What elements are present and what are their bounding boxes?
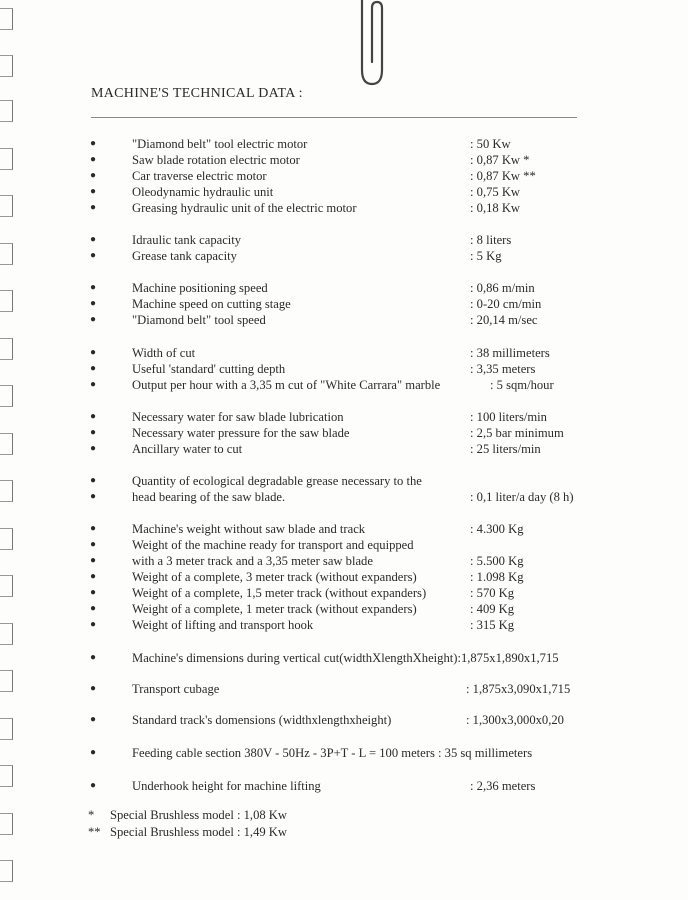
binding-mark <box>0 480 13 502</box>
footnote: ** Special Brushless model : 1,49 Kw <box>88 825 287 839</box>
scanned-page: MACHINE'S TECHNICAL DATA : ● "Diamond belt" tool electric motor : 50 Kw ● Saw blade rotation electric motor : 0,87 Kw * ● Car traverse electric motor : 0,87 Kw ** ● Oleodynamic hydraulic unit : 0,75 Kw ● Greasing hydraulic unit of the electric motor : 0,18 Kw ● Idraulic tank capacity : 8 liters ● Grease tank capacity : 5 Kg ● Machine positioning speed : 0,86 m/min ● Machine speed on cutting stage : 0-20 cm/min ● "Diamond belt" tool speed : 20,14 m/sec ● Width of cut : 38 millimeters ● Useful 'standard' cutting depth : 3,35 meters ● Output per hour with a 3,35 m cut of "White Carrara" marble : 5 sqm/hour ● Necessary water for saw blade lubrication : 100 liters/min ● Necessary water pressure for the saw blade : 2,5 bar minimum ● Ancillary water to cut : 25 liters/min ● Quantity of ecological degradable grease necessary to the ● head bearing of the saw blade. : 0,1 liter/a day (8 h) ● Machine's weight without saw blade and track : 4.300 Kg ● Weight of the machine ready for transport and equipped ● with a 3 meter track and a 3,35 meter saw blade : 5.500 Kg ● Weight of a complete, 3 meter track (without expanders) : 1.098 Kg ● Weight of a complete, 1,5 meter track (without expanders) : 570 Kg ● Weight of a complete, 1 meter track (without expanders) : 409 Kg ● Weight of lifting and transport hook : 315 Kg ● Machine's dimensions during vertical cut(widthXlengthXheight):1,875x1,890x1,715 ● Transport cubage : 1,875x3,090x1,715 ● Standard track's domensions (widthxlengthxheight) : 1,300x3,000x0,20 ● Feeding cable section 380V - 50Hz - 3P+T - L = 100 meters : 35 sq millimeters ● Underhook height for machine lifting : 2,36 meters * Special Brushless model : 1,08 Kw ** Special Brushless model : 1,49 Kw <box>0 0 688 900</box>
binding-mark <box>0 243 13 265</box>
binding-mark <box>0 528 13 550</box>
binding-mark <box>0 195 13 217</box>
binding-mark <box>0 813 13 835</box>
binding-mark <box>0 385 13 407</box>
binding-mark <box>0 8 13 30</box>
binding-mark <box>0 670 13 692</box>
binding-mark <box>0 55 13 77</box>
binding-mark <box>0 575 13 597</box>
paperclip-icon <box>352 0 392 90</box>
binding-mark <box>0 860 13 882</box>
title-divider <box>91 117 577 118</box>
footnote: * Special Brushless model : 1,08 Kw <box>88 808 287 822</box>
binding-mark <box>0 765 13 787</box>
binding-mark <box>0 100 13 122</box>
binding-mark <box>0 290 13 312</box>
binding-mark <box>0 623 13 645</box>
binding-mark <box>0 338 13 360</box>
binding-mark <box>0 433 13 455</box>
binding-mark <box>0 148 13 170</box>
page-title: MACHINE'S TECHNICAL DATA : <box>91 86 303 101</box>
binding-mark <box>0 718 13 740</box>
